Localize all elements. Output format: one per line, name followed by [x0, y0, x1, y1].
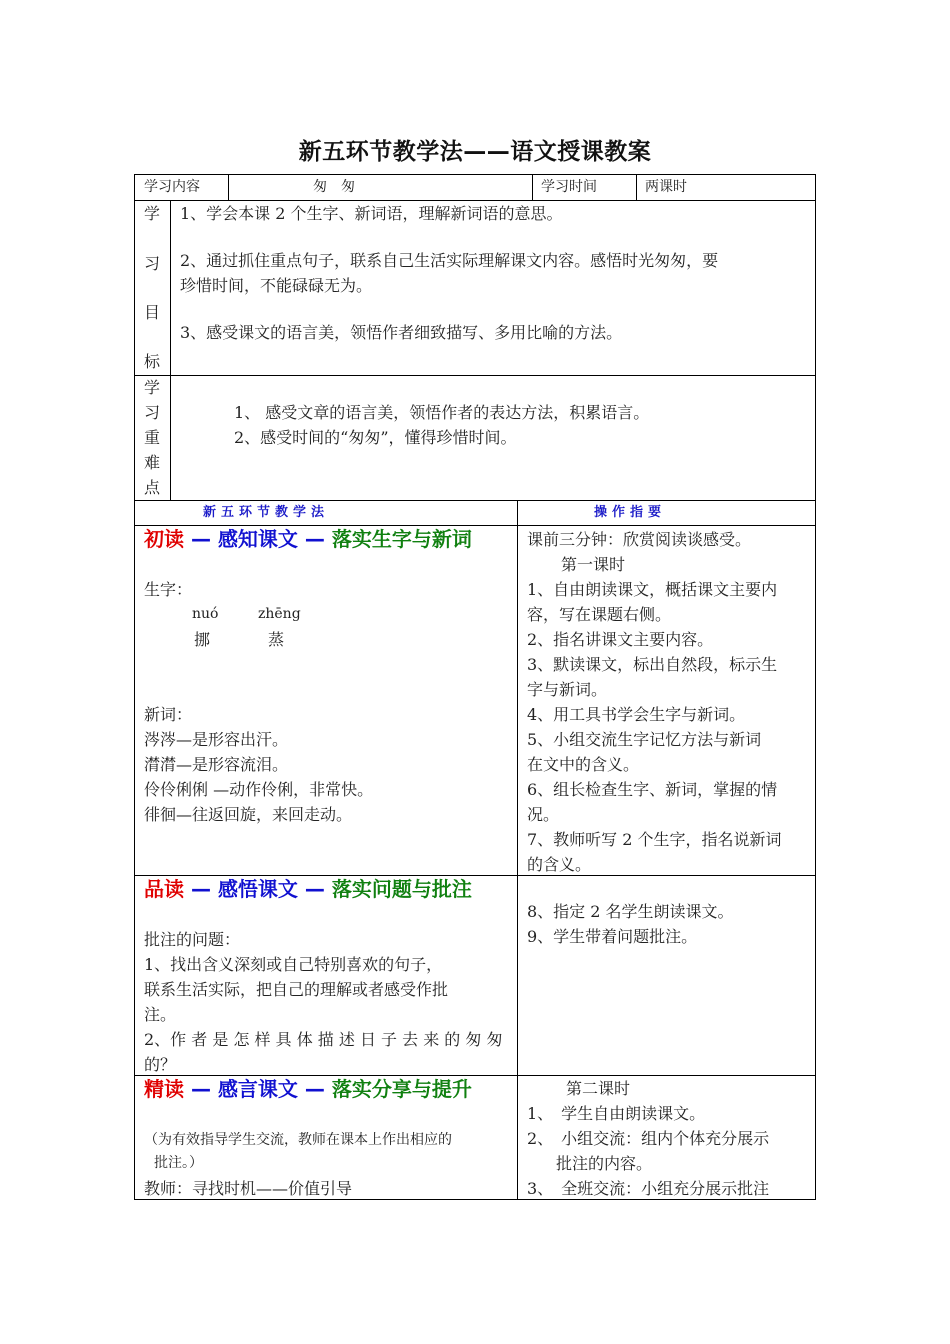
objective-item: 珍惜时间，不能碌碌无为。	[180, 276, 373, 295]
keypoints-label-char: 学	[144, 378, 161, 397]
heading-part: 品读	[144, 877, 184, 901]
keypoints-label-char: 点	[144, 478, 161, 497]
col-divider	[517, 500, 518, 1200]
guide-line: 8、指定 2 名学生朗读课文。	[527, 902, 734, 921]
objective-item: 3、感受课文的语言美，领悟作者细致描写、多用比喻的方法。	[180, 323, 623, 342]
guide-line: 5、小组交流生字记忆方法与新词	[527, 730, 762, 749]
guide-line: 3、 全班交流：小组充分展示批注	[527, 1179, 770, 1198]
guide-line: 1、 学生自由朗读课文。	[527, 1104, 706, 1123]
guide-line: 9、学生带着问题批注。	[527, 927, 698, 946]
guide-line: 课前三分钟：欣赏阅读谈感受。	[527, 530, 752, 549]
guide-line: 2、指名讲课文主要内容。	[527, 630, 714, 649]
guide-line: 2、 小组交流：组内个体充分展示	[527, 1129, 770, 1148]
pinyin: zhēng	[258, 606, 301, 622]
heading-part: 感悟课文	[217, 877, 298, 901]
objectives-label-char: 标	[144, 352, 161, 371]
heading-part: 落实分享与提升	[331, 1077, 472, 1101]
objectives-label-char: 目	[144, 303, 161, 322]
guide-line: 批注的内容。	[556, 1154, 653, 1173]
new-word: 伶伶俐俐 —动作伶俐，非常快。	[144, 780, 374, 799]
objectives-label-char: 习	[144, 254, 161, 273]
new-word: 涔涔—是形容出汗。	[144, 730, 289, 749]
col-divider	[228, 174, 229, 200]
guide-line: 容，写在课题右侧。	[527, 605, 672, 624]
guide-line: 3、默读课文，标出自然段，标示生	[527, 655, 778, 674]
keypoint-item: 1、 感受文章的语言美，领悟作者的表达方法，积累语言。	[234, 403, 650, 422]
col-header-method: 新五环节教学法	[203, 505, 330, 520]
heading-dash: —	[304, 527, 325, 551]
section2-line: 的？	[144, 1055, 177, 1074]
keypoints-label-char: 难	[144, 453, 161, 472]
guide-line: 1、自由朗读课文，概括课文主要内	[527, 580, 778, 599]
heading-part: 初读	[144, 527, 184, 551]
guide-line: 况。	[527, 805, 560, 824]
objective-item: 1、学会本课 2 个生字、新词语，理解新词语的意思。	[180, 204, 563, 223]
new-word: 徘徊—往返回旋，来回走动。	[144, 805, 353, 824]
row-divider	[134, 500, 816, 501]
col-divider	[170, 200, 171, 500]
section3-note: （为有效指导学生交流，教师在课本上作出相应的	[144, 1132, 452, 1148]
heading-dash: —	[190, 1077, 211, 1101]
content-value: 匆 匆	[313, 179, 355, 195]
heading-part: 感知课文	[217, 527, 298, 551]
new-word: 潸潸—是形容流泪。	[144, 755, 289, 774]
heading-part: 精读	[144, 1077, 184, 1101]
row-divider	[134, 525, 816, 526]
row-divider	[134, 875, 816, 876]
section2-heading	[144, 877, 512, 902]
section3-teacher: 教师：寻找时机——价值引导	[144, 1179, 353, 1198]
row-divider	[134, 375, 816, 376]
section3-heading	[144, 1077, 512, 1102]
heading-dash: —	[304, 877, 325, 901]
guide-line: 的含义。	[527, 855, 592, 874]
heading-dash: —	[190, 877, 211, 901]
guide-line: 在文中的含义。	[527, 755, 640, 774]
guide-line: 字与新词。	[527, 680, 608, 699]
row-divider	[134, 1075, 816, 1076]
heading-dash: —	[190, 527, 211, 551]
content-label: 学习内容	[144, 179, 200, 195]
guide-line: 6、组长检查生字、新词，掌握的情	[527, 780, 778, 799]
chars-label: 生字：	[144, 580, 193, 599]
new-char: 蒸	[268, 630, 285, 649]
keypoints-label-char: 习	[144, 403, 161, 422]
section2-line: 联系生活实际，把自己的理解或者感受作批	[144, 980, 449, 999]
section2-line: 1、找出含义深刻或自己特别喜欢的句子，	[144, 955, 443, 974]
page-title: 新五环节教学法——语文授课教案	[298, 139, 652, 165]
keypoint-item: 2、感受时间的“匆匆”，懂得珍惜时间。	[234, 428, 517, 447]
heading-part: 感言课文	[217, 1077, 298, 1101]
objective-item: 2、通过抓住重点句子，联系自己生活实际理解课文内容。感悟时光匆匆，要	[180, 251, 719, 270]
time-value: 两课时	[645, 179, 687, 195]
guide-line: 第二课时	[566, 1079, 631, 1098]
new-char: 挪	[194, 630, 211, 649]
guide-line: 7、教师听写 2 个生字，指名说新词	[527, 830, 782, 849]
section2-line: 批注的问题：	[144, 930, 241, 949]
section2-line: 注。	[144, 1005, 177, 1024]
section1-heading	[144, 527, 512, 552]
col-header-guide: 操作指要	[594, 505, 667, 520]
col-divider	[636, 174, 637, 200]
time-label: 学习时间	[541, 179, 597, 195]
heading-dash: —	[304, 1077, 325, 1101]
guide-line: 4、用工具书学会生字与新词。	[527, 705, 746, 724]
heading-part: 落实问题与批注	[331, 877, 472, 901]
keypoints-label-char: 重	[144, 428, 161, 447]
section3-note: 批注。）	[154, 1155, 203, 1171]
guide-line: 第一课时	[561, 555, 626, 574]
heading-part: 落实生字与新词	[331, 527, 472, 551]
words-label: 新词：	[144, 705, 193, 724]
objectives-label-char: 学	[144, 204, 161, 223]
pinyin: nuó	[192, 606, 219, 622]
col-divider	[532, 174, 533, 200]
section2-line: 2、作 者 是 怎 样 具 体 描 述 日 子 去 来 的 匆 匆	[144, 1030, 503, 1049]
